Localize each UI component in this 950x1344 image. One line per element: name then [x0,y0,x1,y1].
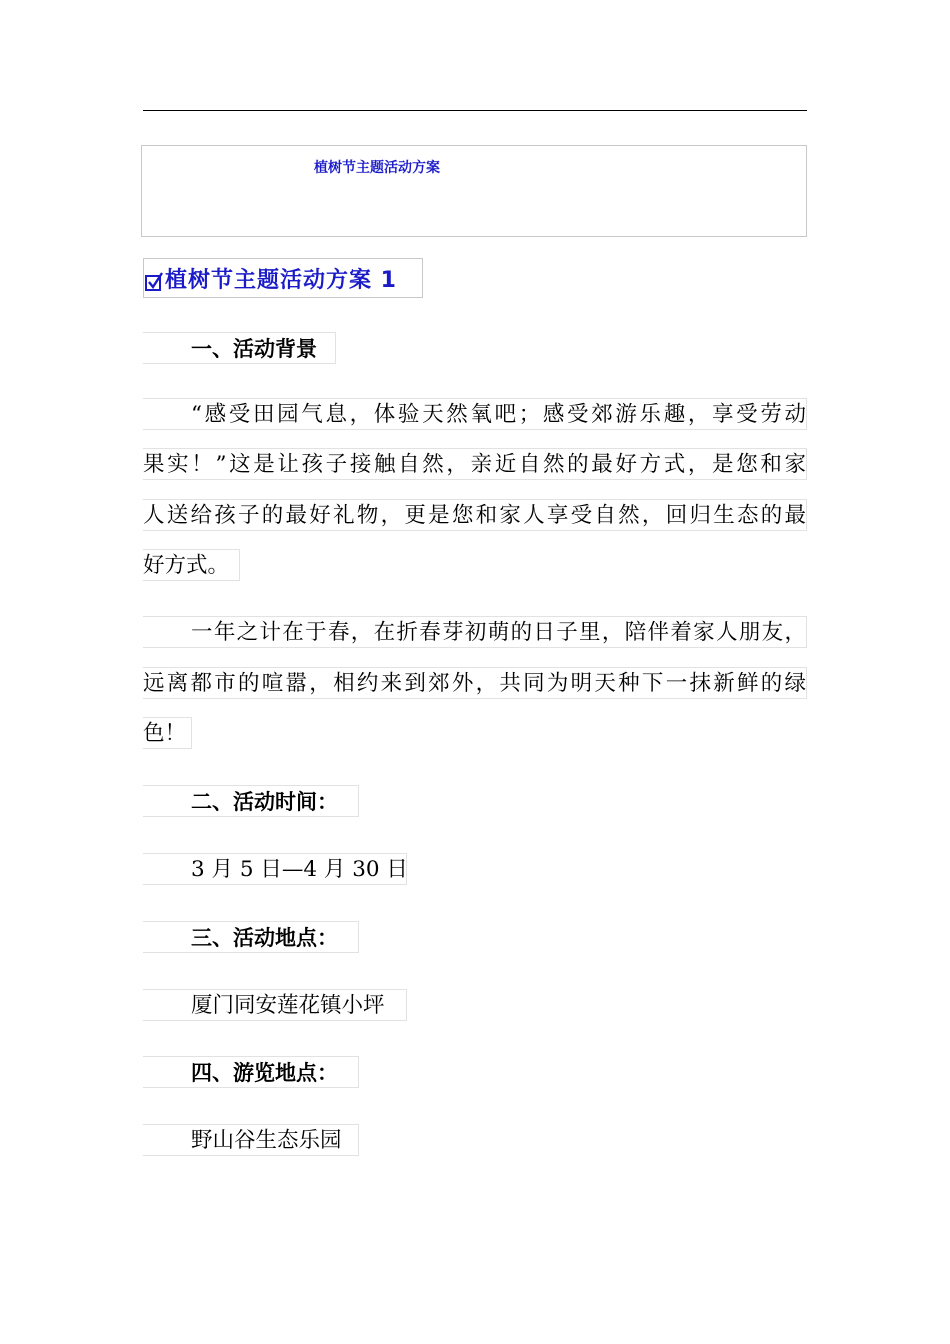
paragraph-2-line-1: 一年之计在于春，在折春芽初萌的日子里，陪伴着家人朋友， [143,616,807,648]
paragraph-1-line-4: 好方式。 [143,549,240,581]
section-2-title: 二、活动时间： [143,785,359,817]
checkbox-checked-icon [145,272,164,291]
section-4-value: 野山谷生态乐园 [143,1124,359,1156]
section-4-title: 四、游览地点： [143,1056,359,1088]
paragraph-1-line-1: “感受田园气息，体验天然氧吧；感受郊游乐趣，享受劳动 [143,398,807,430]
paragraph-2-line-3: 色！ [143,717,192,749]
document-heading [143,258,423,298]
paragraph-1-line-2: 果实！”这是让孩子接触自然，亲近自然的最好方式，是您和家 [143,448,807,480]
top-rule [143,110,807,111]
header-title: 植树节主题活动方案 [314,160,440,176]
section-3-value: 厦门同安莲花镇小坪 [143,989,407,1021]
paragraph-1-line-3: 人送给孩子的最好礼物，更是您和家人享受自然，回归生态的最 [143,499,807,531]
section-1-title: 一、活动背景 [143,332,336,364]
document-header [141,145,807,237]
section-2-value: 3 月 5 日—4 月 30 日 [143,853,407,885]
document-heading-text: 植树节主题活动方案 1 [165,267,397,293]
paragraph-2-line-2: 远离都市的喧嚣，相约来到郊外，共同为明天种下一抹新鲜的绿 [143,667,807,699]
section-3-title: 三、活动地点： [143,921,359,953]
